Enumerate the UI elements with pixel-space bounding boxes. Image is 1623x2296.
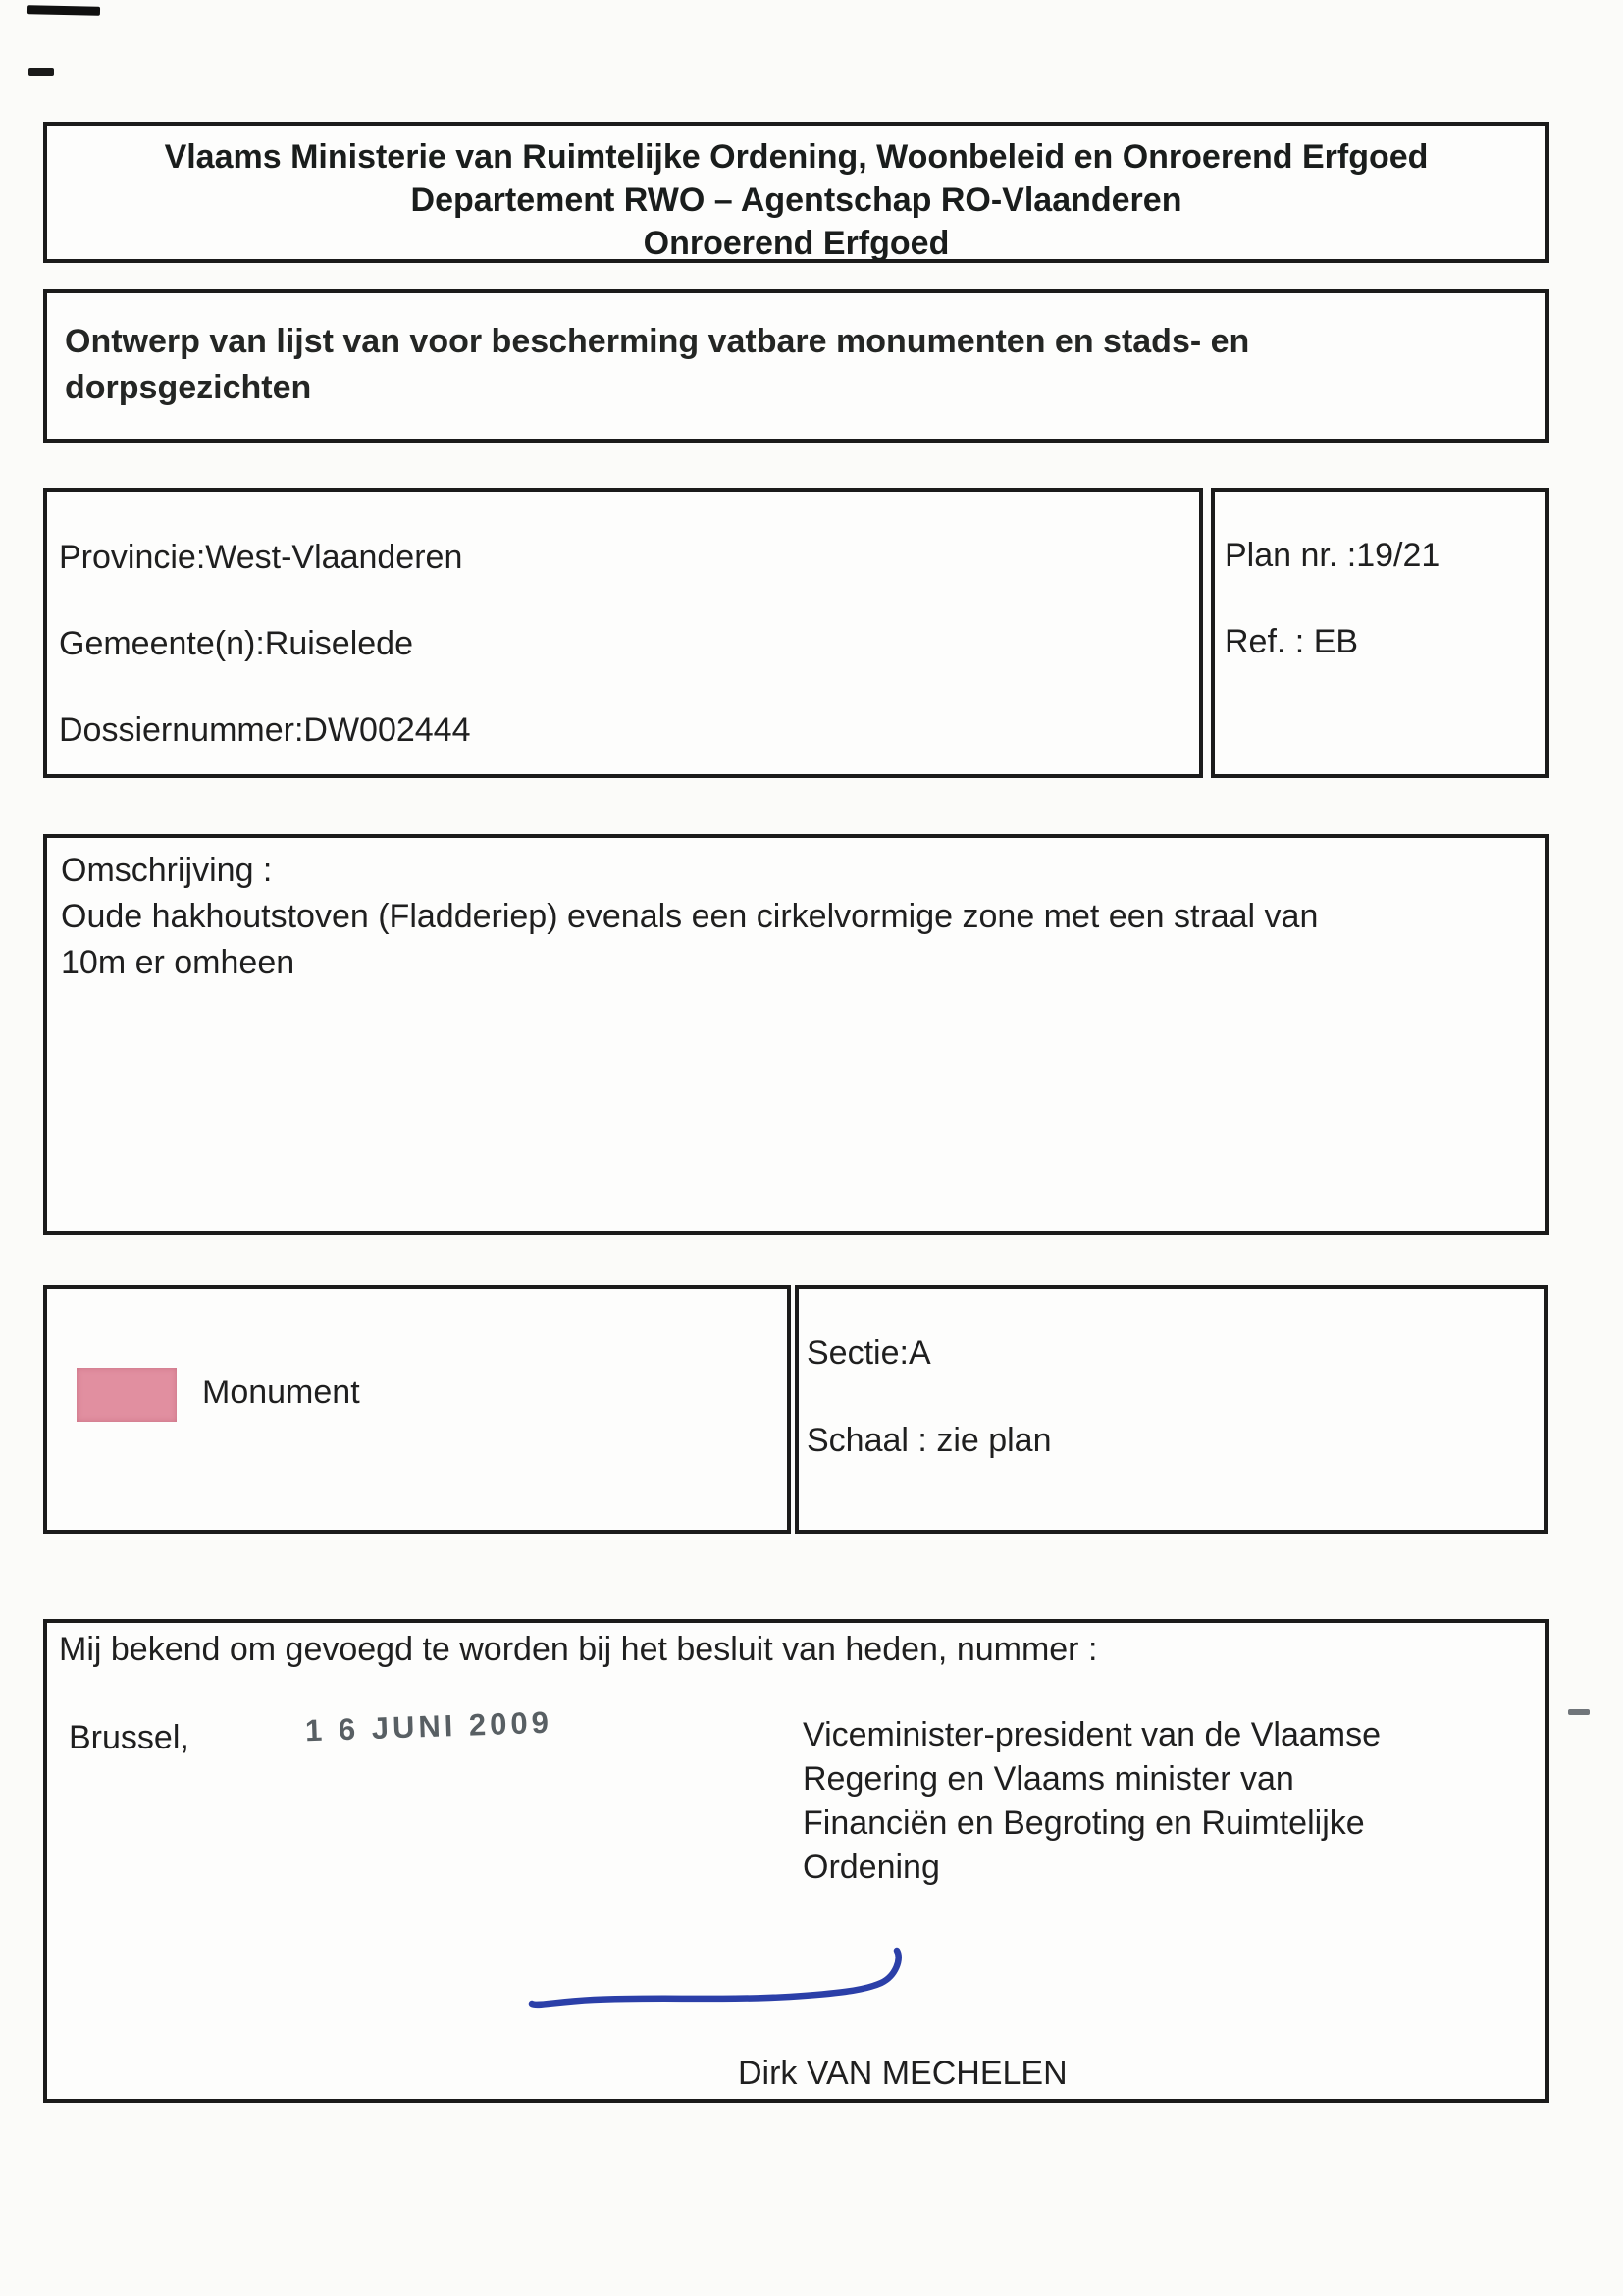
minister-title-line: Regering en Vlaams minister van xyxy=(803,1760,1294,1798)
reference-field xyxy=(1225,621,1545,662)
dossier-field xyxy=(59,709,1199,751)
dossier-label: Dossiernummer: xyxy=(59,711,304,749)
province-label: Provincie: xyxy=(59,539,206,576)
signature-stroke xyxy=(532,1951,899,2005)
plan-number-label: Plan nr. : xyxy=(1225,537,1357,574)
signatory-name: Dirk VAN MECHELEN xyxy=(738,2055,1068,2092)
plan-number-field xyxy=(1225,535,1545,576)
minister-title-line: Financiën en Begroting en Ruimtelijke xyxy=(803,1804,1365,1842)
municipality-field xyxy=(59,623,1199,664)
date-stamp: 1 6 JUNI 2009 xyxy=(304,1704,553,1748)
section-label: Sectie: xyxy=(807,1334,909,1372)
monument-legend-label: Monument xyxy=(202,1374,360,1411)
department-line: Departement RWO – Agentschap RO-Vlaanderen xyxy=(410,182,1182,219)
closing-signature-box xyxy=(43,1619,1549,2103)
minister-title-line: Ordening xyxy=(803,1849,940,1886)
plan-ref-box xyxy=(1211,488,1549,778)
ministry-header-box xyxy=(43,122,1549,263)
closing-place: Brussel, xyxy=(69,1719,189,1756)
signature-image xyxy=(525,1945,917,2013)
description-box xyxy=(43,834,1549,1235)
scale-field xyxy=(807,1420,1544,1461)
section-field xyxy=(807,1332,1544,1374)
scan-artifact-dash xyxy=(1568,1709,1590,1715)
agency-line: Onroerend Erfgoed xyxy=(643,225,950,262)
province-field xyxy=(59,537,1199,578)
document-title-line: dorpsgezichten xyxy=(65,369,312,406)
dossier-value: DW002444 xyxy=(303,711,471,749)
ministry-name-line: Vlaams Ministerie van Ruimtelijke Ordening, Woonbeleid en Onroerend Erfgoed xyxy=(164,138,1429,176)
municipality-label: Gemeente(n): xyxy=(59,625,265,662)
description-text-line: 10m er omheen xyxy=(61,944,295,981)
reference-label: Ref. : xyxy=(1225,623,1314,660)
section-value: A xyxy=(908,1334,931,1372)
plan-number-value: 19/21 xyxy=(1356,537,1440,574)
scale-value: zie plan xyxy=(936,1422,1052,1459)
case-info-box xyxy=(43,488,1203,778)
scan-artifact-mark xyxy=(28,68,54,76)
scale-label: Schaal : xyxy=(807,1422,937,1459)
closing-statement: Mij bekend om gevoegd te worden bij het besluit van heden, nummer : xyxy=(59,1631,1098,1668)
document-title-line: Ontwerp van lijst van voor bescherming vatbare monumenten en stads- en xyxy=(65,323,1250,360)
minister-title-block xyxy=(803,1713,1381,1890)
legend-box xyxy=(43,1285,791,1534)
reference-value: EB xyxy=(1313,623,1359,660)
description-label: Omschrijving : xyxy=(61,852,273,889)
document-title-box xyxy=(43,289,1549,443)
monument-color-swatch xyxy=(77,1368,177,1422)
scan-artifact-mark xyxy=(27,5,100,16)
description-text-line: Oude hakhoutstoven (Fladderiep) evenals een cirkelvormige zone met een straal van xyxy=(61,898,1319,935)
municipality-value: Ruiselede xyxy=(264,625,413,662)
section-scale-box xyxy=(795,1285,1548,1534)
province-value: West-Vlaanderen xyxy=(205,539,463,576)
minister-title-line: Viceminister-president van de Vlaamse xyxy=(803,1716,1381,1753)
